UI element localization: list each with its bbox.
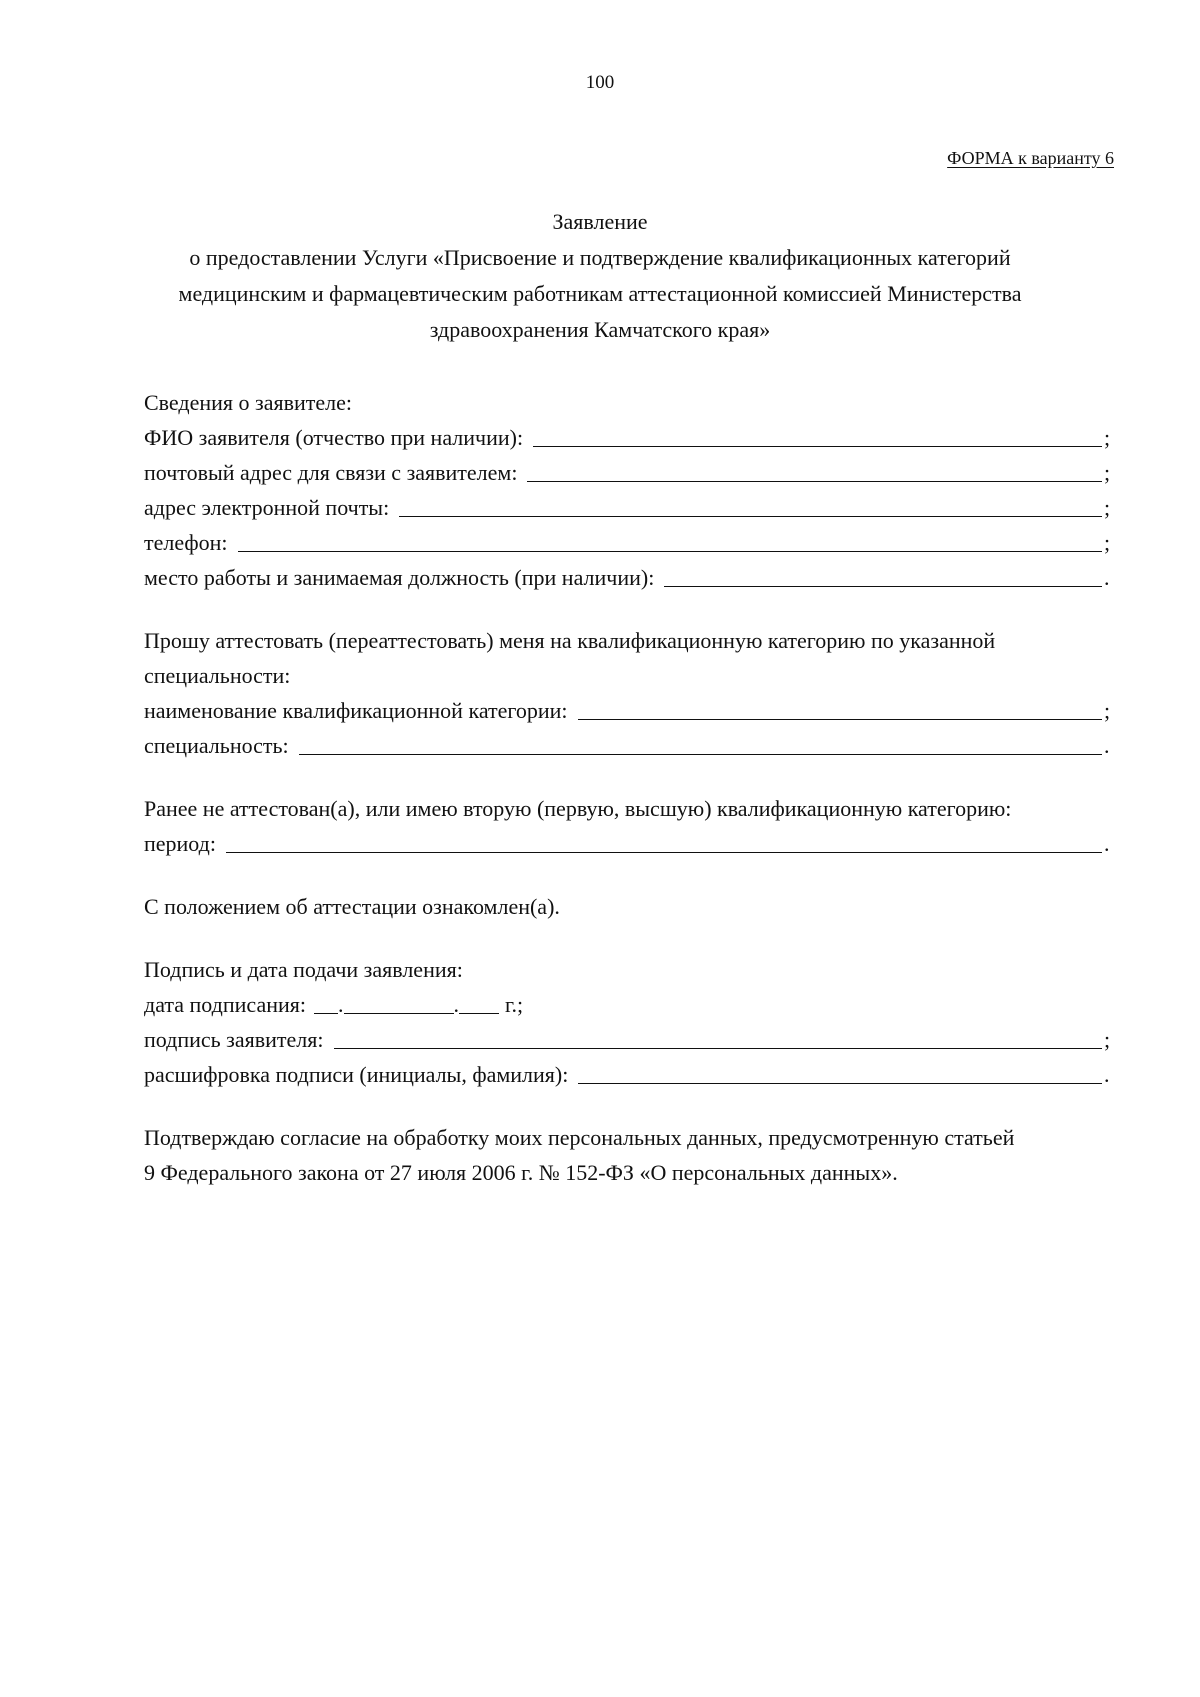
field-label: расшифровка подписи (инициалы, фамилия): — [144, 1062, 569, 1087]
field-label: ФИО заявителя (отчество при наличии): — [144, 425, 524, 450]
date-month-field[interactable] — [344, 991, 454, 1014]
field-label: место работы и занимаемая должность (при наличии): — [144, 565, 655, 590]
date-day-field[interactable] — [314, 991, 338, 1014]
category-field[interactable] — [578, 697, 1102, 720]
applicant-workplace-row: место работы и занимаемая должность (при наличии): . — [144, 560, 1114, 595]
signature-field[interactable] — [334, 1026, 1102, 1049]
field-label: телефон: — [144, 530, 228, 555]
field-label: наименование квалификационной категории: — [144, 698, 568, 723]
applicant-phone-field[interactable] — [238, 529, 1102, 552]
applicant-address-field[interactable] — [527, 459, 1102, 482]
applicant-workplace-field[interactable] — [664, 564, 1102, 587]
request-text-line-2: специальности: — [144, 663, 291, 688]
acknowledgement-text: С положением об аттестации ознакомлен(а). — [144, 894, 560, 919]
applicant-email-field[interactable] — [399, 494, 1102, 517]
category-row: наименование квалификационной категории: ; — [144, 693, 1114, 728]
signing-date-row: дата подписания: . . г.; — [144, 987, 1114, 1022]
previous-attestation-text: Ранее не аттестован(а), или имею вторую (первую, высшую) квалификационную категорию: — [144, 796, 1012, 821]
form-reference: ФОРМА к варианту 6 — [947, 148, 1114, 168]
title-line-1: о предоставлении Услуги «Присвоение и подтверждение квалификационных категорий — [189, 245, 1011, 270]
document-title — [100, 204, 1100, 348]
applicant-fio-field[interactable] — [533, 424, 1102, 447]
consent-line-2: 9 Федерального закона от 27 июля 2006 г. № 152-ФЗ «О персональных данных». — [144, 1160, 898, 1185]
signature-row: подпись заявителя: ; — [144, 1022, 1114, 1057]
field-label: адрес электронной почты: — [144, 495, 390, 520]
applicant-address-row: почтовый адрес для связи с заявителем: ; — [144, 455, 1114, 490]
title-line-2: медицинским и фармацевтическим работникам аттестационной комиссией Министерства — [178, 281, 1022, 306]
specialty-field[interactable] — [299, 732, 1102, 755]
title-line-3: здравоохранения Камчатского края» — [429, 317, 771, 342]
applicant-fio-row: ФИО заявителя (отчество при наличии): ; — [144, 420, 1114, 455]
consent-line-1: Подтверждаю согласие на обработку моих персональных данных, предусмотренную статьей — [144, 1125, 1015, 1150]
field-label: почтовый адрес для связи с заявителем: — [144, 460, 518, 485]
signature-heading: Подпись и дата подачи заявления: — [144, 957, 463, 982]
field-label: дата подписания: — [144, 992, 306, 1017]
period-field[interactable] — [226, 830, 1102, 853]
request-text-line-1: Прошу аттестовать (переаттестовать) меня на квалификационную категорию по указанной — [144, 628, 996, 653]
field-label: подпись заявителя: — [144, 1027, 324, 1052]
form-content — [144, 385, 1114, 1190]
signature-transcript-row: расшифровка подписи (инициалы, фамилия): . — [144, 1057, 1114, 1092]
applicant-heading: Сведения о заявителе: — [144, 390, 353, 415]
field-label: специальность: — [144, 733, 289, 758]
date-year-field[interactable] — [459, 991, 499, 1014]
page-number: 100 — [585, 72, 615, 93]
period-row: период: . — [144, 826, 1114, 861]
applicant-email-row: адрес электронной почты: ; — [144, 490, 1114, 525]
field-label: период: — [144, 831, 216, 856]
signature-transcript-field[interactable] — [578, 1061, 1102, 1084]
applicant-phone-row: телефон: ; — [144, 525, 1114, 560]
specialty-row: специальность: . — [144, 728, 1114, 763]
title-heading: Заявление — [552, 209, 648, 234]
